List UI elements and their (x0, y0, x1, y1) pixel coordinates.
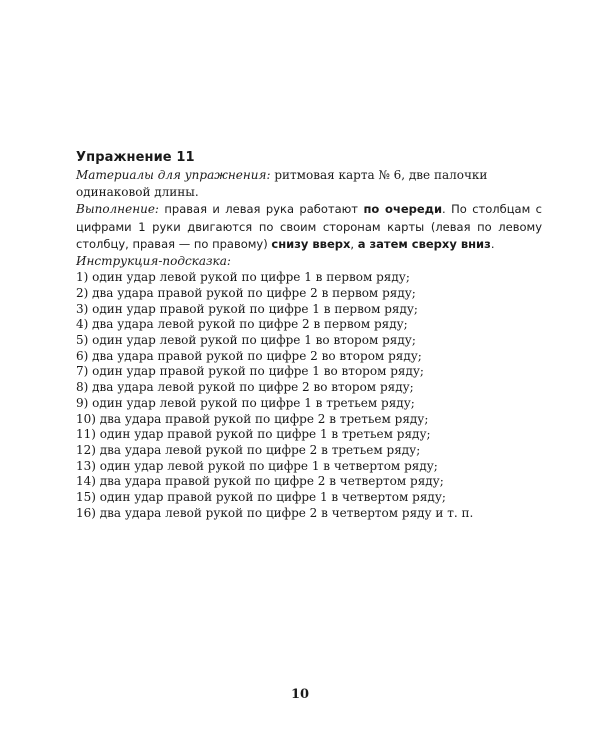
execution-paragraph (76, 201, 542, 253)
step-item: 10) два удара правой рукой по цифре 2 в третьем ряду; (76, 411, 429, 426)
execution-bold-2: снизу вверх (271, 236, 351, 251)
step-item: 1) один удар левой рукой по цифре 1 в первом ряду; (76, 270, 410, 285)
execution-bold-3: а затем сверху вниз (357, 236, 491, 251)
step-item: 6) два удара правой рукой по цифре 2 во втором ряду; (76, 348, 422, 363)
materials-paragraph (76, 167, 542, 201)
step-item: 5) один удар левой рукой по цифре 1 во втором ряду; (76, 333, 416, 348)
exercise-title: Упражнение 11 (76, 150, 195, 165)
execution-text-1: правая и левая рука работают (158, 202, 364, 217)
step-item: 4) два удара левой рукой по цифре 2 в первом ряду; (76, 317, 408, 332)
step-item: 9) один удар левой рукой по цифре 1 в третьем ряду; (76, 395, 415, 410)
step-item: 7) один удар правой рукой по цифре 1 во втором ряду; (76, 364, 424, 379)
page-content (76, 149, 542, 521)
step-item: 13) один удар левой рукой по цифре 1 в четвертом ряду; (76, 458, 438, 473)
execution-bold-1: по очереди (363, 202, 443, 217)
step-item: 2) два удара правой рукой по цифре 2 в первом ряду; (76, 285, 416, 300)
materials-label: Материалы для упражнения: (76, 168, 271, 182)
step-item: 3) один удар правой рукой по цифре 1 в первом ряду; (76, 301, 418, 316)
step-item: 8) два удара левой рукой по цифре 2 во втором ряду; (76, 380, 414, 395)
execution-text-4: . (490, 236, 495, 251)
execution-text-2: . По столбцам с цифрами 1 руки двигаются по своим сторонам карты (левая по левому столбцу, правая — по правому) (76, 202, 542, 251)
step-item: 15) один удар правой рукой по цифре 1 в четвертом ряду; (76, 490, 446, 505)
step-item: 12) два удара левой рукой по цифре 2 в третьем ряду; (76, 442, 421, 457)
execution-text-3: , (350, 236, 358, 251)
instruction-steps (76, 270, 542, 521)
step-item: 14) два удара правой рукой по цифре 2 в четвертом ряду; (76, 474, 444, 489)
execution-label: Выполнение: (76, 202, 159, 217)
page-number: 10 (290, 687, 310, 702)
step-item: 11) один удар правой рукой по цифре 1 в третьем ряду; (76, 427, 431, 442)
instruction-label: Инструкция-подсказка: (76, 254, 231, 269)
step-item: 16) два удара левой рукой по цифре 2 в четвертом ряду и т. п. (76, 505, 474, 520)
materials-text: ритмовая карта № 6, две палочки одинаковой длины. (76, 168, 488, 200)
